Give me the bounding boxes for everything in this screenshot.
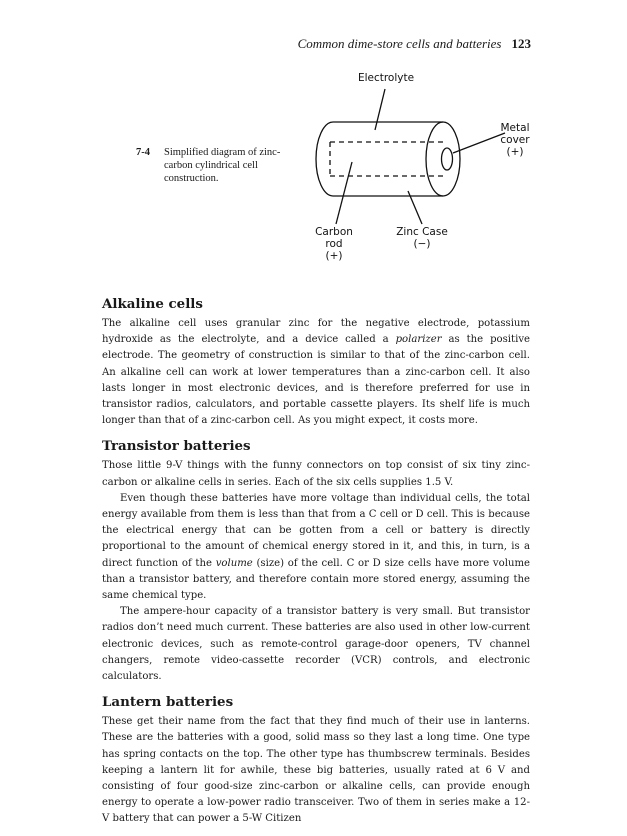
paragraph — [102, 604, 530, 685]
section-heading: Alkaline cells — [102, 296, 203, 312]
text-run: The ampere-hour capacity of a transistor battery is very small. But transistor radios don’t need much current. These batteries are also used in other low-current electronic devices, such as remote-control garage-door openers, TV channel changers, remote video-cassette recorder (VCR) controls, and electronic calculators. — [102, 606, 530, 683]
carbon-rod-dashed — [330, 142, 445, 176]
section-heading: Lantern batteries — [102, 694, 234, 711]
text-run: as the positive electrode. The geometry of construction is similar to that of the zinc-carbon cell. An alkaline cell can work at lower temperatures than a zinc-carbon cell. It also lasts longer in most electronic devices, and is therefore preferred for use in transistor radios, calculators, and portable cassette players. Its shelf life is much longer than that of a zinc-carbon cell. As you might expect, it costs more. — [102, 334, 530, 427]
section — [102, 295, 530, 429]
section — [102, 437, 530, 685]
figure-number: 7-4 — [136, 147, 150, 158]
body-text — [102, 295, 530, 836]
running-head-title: Common dime-store cells and batteries — [297, 36, 502, 51]
text-run: Those little 9-V things with the funny connectors on top consist of six tiny zinc-carbon or alkaline cells in series. Each of the six cells supplies 1.5 V. — [102, 460, 530, 488]
emphasized-text: polarizer — [395, 334, 442, 346]
paragraph — [102, 714, 530, 827]
emphasized-text: volume — [215, 557, 253, 569]
leader-electrolyte — [375, 89, 385, 130]
label-electrolyte: Electrolyte — [357, 72, 415, 84]
page-number: 123 — [511, 36, 531, 51]
figure-caption-text: Simplified diagram of zinc-carbon cylindrical cell construction. — [164, 147, 281, 184]
label-zinc-case: Zinc Case (−) — [396, 226, 448, 250]
text-run: Even though these batteries have more voltage than individual cells, the total energy available from them is less than that from a C cell or D cell. This is because the electrical energy that can be gotten from a cell or battery is directly proportional to the amount of chemical energy stored in it, and this, in turn, is a direct function of the — [102, 492, 530, 569]
metal-cover — [442, 148, 453, 170]
text-run: The alkaline cell uses granular zinc for the negative electrode, potassium hydroxide as the electrolyte, and a device called a — [102, 318, 530, 346]
cylinder-body — [316, 122, 443, 196]
section-heading: Transistor batteries — [102, 438, 251, 455]
leader-carbon-rod — [336, 162, 352, 224]
text-run: (size) of the cell. C or D size cells have more volume than a transistor battery, and therefore contain more stored energy, assuming the same chemical type. — [102, 557, 530, 602]
cylinder-end-cap — [426, 122, 460, 196]
figure-7-4 — [0, 0, 627, 290]
text-run: These get their name from the fact that they find much of their use in lanterns. These are the batteries with a good, solid mass so they last a long time. One type has spring contacts on the top. The other type has thumbscrew terminals. Besides keeping a lantern lit for awhile, these big batteries, usually rated at 6 V and consisting of four good-size zinc-carbon or alkaline cells, can provide enough energy to operate a low-power radio transceiver. Two of them in series make a 12-V battery that can power a 5-W Citizen — [102, 716, 530, 825]
section — [102, 693, 530, 827]
label-carbon-rod: Carbon rod (+) — [315, 226, 353, 262]
paragraph — [102, 458, 530, 490]
label-metal-cover: Metal cover (+) — [500, 122, 530, 158]
paragraph — [102, 491, 530, 604]
paragraph — [102, 316, 530, 429]
